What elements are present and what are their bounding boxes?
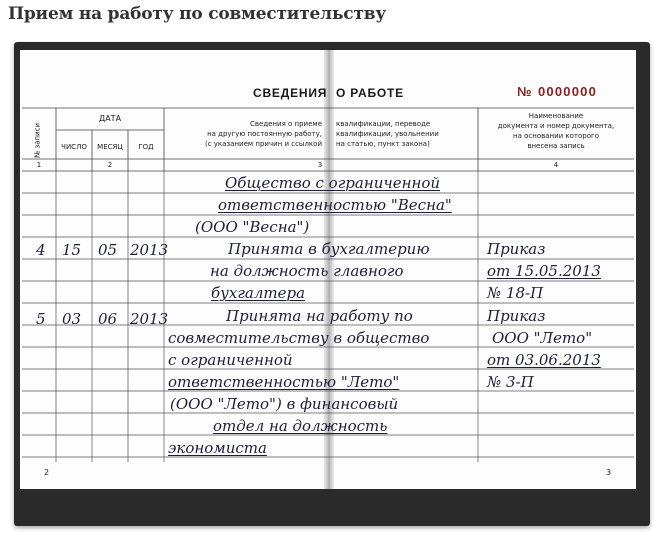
entry-4-year: 2013	[130, 241, 169, 259]
column-document-2: документа и номер документа,	[497, 122, 615, 130]
entry-5-doc-4: № 3-П	[487, 373, 534, 391]
entry-company-line-1: Общество с ограниченной	[225, 174, 441, 192]
column-index-1: 1	[36, 161, 42, 169]
entry-5-line-5: (ООО "Лето") в финансовый	[170, 395, 399, 413]
entry-4-line-2: на должность главного	[210, 262, 404, 280]
column-date: ДАТА	[98, 114, 122, 123]
entry-5-doc-3: от 03.06.2013	[487, 351, 601, 369]
entry-5-line-6: отдел на должность	[213, 417, 388, 435]
entry-4-number: 4	[36, 241, 46, 259]
column-info-left-2: на другую постоянную работу,	[207, 130, 322, 138]
column-document-1: Наименование	[528, 112, 584, 120]
entry-5-number: 5	[36, 310, 46, 328]
column-document-4: внесена запись	[527, 142, 585, 150]
entry-4-line-3: бухгалтера	[211, 284, 306, 302]
column-info-left-3: (с указанием причин и ссылкой	[204, 140, 322, 148]
column-info-left-1: Сведения о приеме	[250, 120, 322, 128]
column-record-number: № записи	[33, 122, 42, 159]
column-year: ГОД	[138, 143, 154, 151]
entry-4-doc-2: от 15.05.2013	[487, 262, 601, 280]
entry-5-line-3: с ограниченной	[168, 351, 293, 369]
column-info-right-1: квалификации, переводе	[336, 120, 431, 128]
column-info-right-3: на статью, пункт закона)	[336, 140, 430, 148]
entry-company-line-2: ответственностью "Весна"	[218, 196, 452, 214]
entry-5-line-2: совместительству в общество	[168, 329, 430, 347]
column-index-4: 4	[553, 161, 559, 169]
entry-5-doc-2: ООО "Лето"	[492, 329, 593, 347]
column-info-right-2: квалификации, увольнении	[336, 130, 439, 138]
entry-5-line-4: ответственностью "Лето"	[168, 373, 400, 391]
page-number-right: 3	[606, 468, 612, 477]
number-label: №	[517, 84, 533, 99]
column-day: ЧИСЛО	[61, 143, 87, 151]
entry-5-doc-1: Приказ	[487, 307, 546, 325]
column-index-2: 2	[107, 161, 113, 169]
entry-4-doc-1: Приказ	[487, 240, 546, 258]
header-o-rabote: О РАБОТЕ	[336, 86, 404, 100]
entry-4-day: 15	[62, 241, 82, 259]
entry-5-line-1: Принята на работу по	[226, 307, 413, 325]
column-document-3: на основании которого	[513, 132, 599, 140]
header-svedeniya: СВЕДЕНИЯ	[253, 86, 328, 100]
entry-5-month: 06	[98, 310, 118, 328]
number-value: 0000000	[538, 84, 598, 99]
page-number-left: 2	[44, 468, 50, 477]
page-title: Прием на работу по совместительству	[8, 4, 387, 24]
entry-company-line-3: (ООО "Весна")	[195, 218, 310, 236]
column-index-3: 3	[317, 161, 323, 169]
entry-5-year: 2013	[130, 310, 169, 328]
entry-4-doc-3: № 18-П	[487, 284, 544, 302]
column-month: МЕСЯЦ	[97, 143, 123, 151]
entry-5-day: 03	[62, 310, 82, 328]
entry-5-line-7: экономиста	[168, 439, 267, 457]
entry-4-line-1: Принята в бухгалтерию	[228, 240, 430, 258]
entry-4-month: 05	[98, 241, 118, 259]
